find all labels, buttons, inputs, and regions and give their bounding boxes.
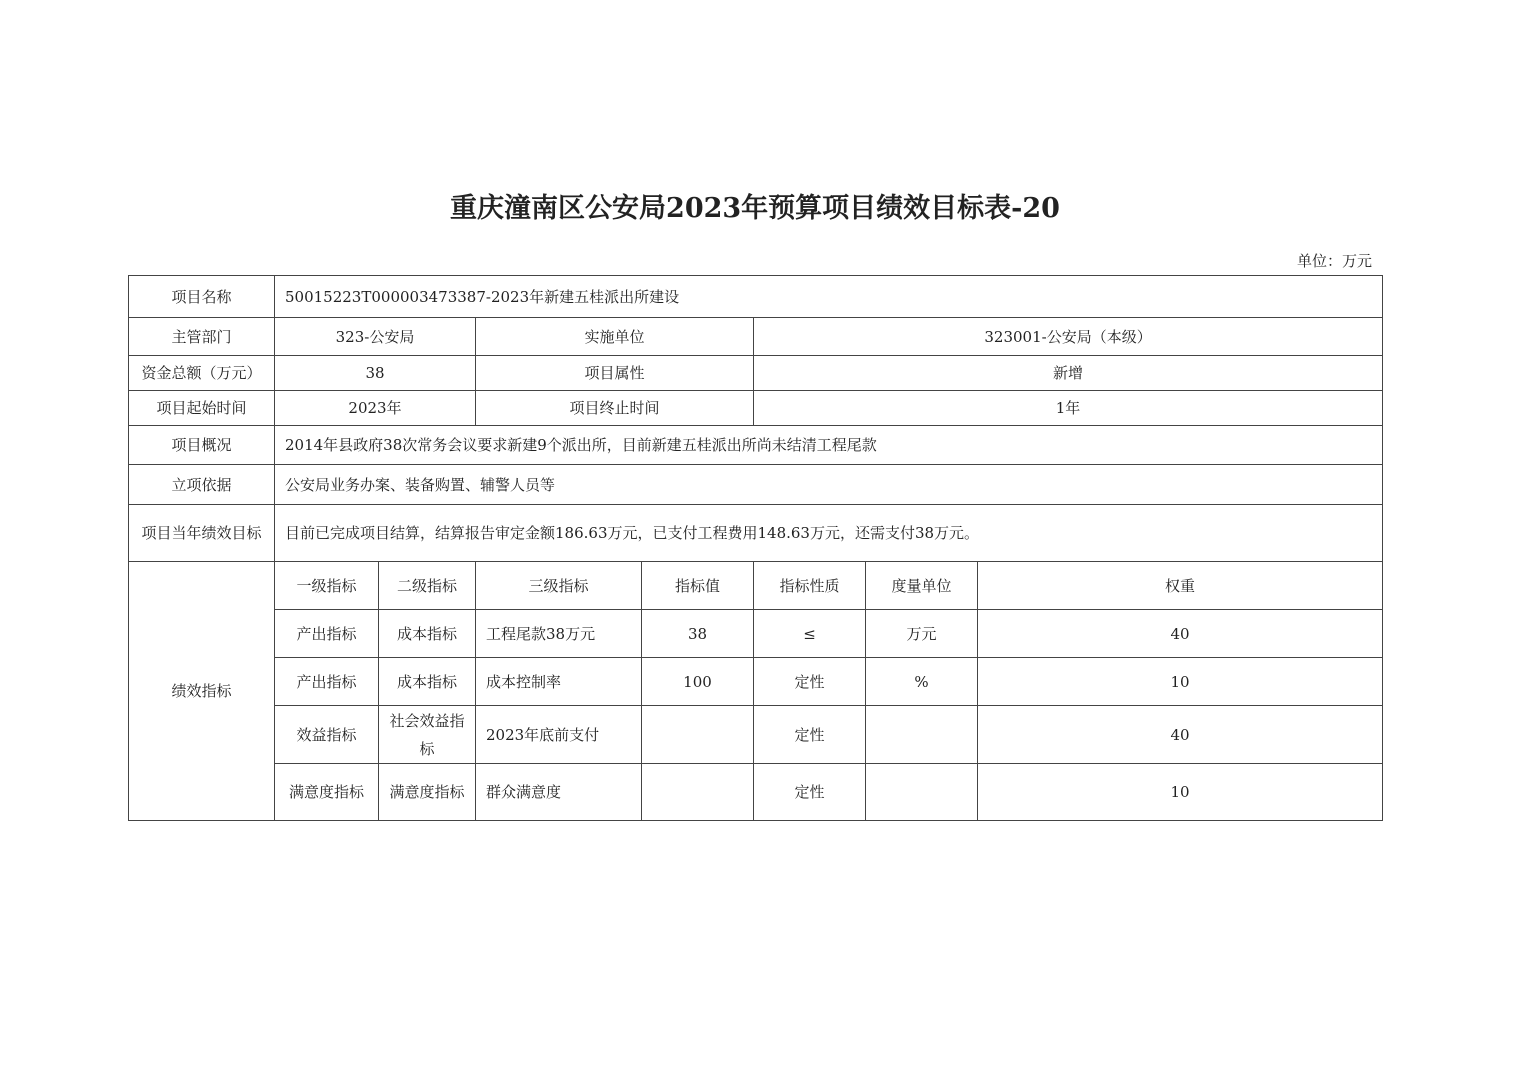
- attr-value: 新增: [754, 356, 1383, 391]
- basis-row: [129, 465, 1383, 505]
- start-label: 项目起始时间: [129, 391, 275, 426]
- header-unit: 度量单位: [866, 562, 978, 610]
- basis-value: 公安局业务办案、装备购置、辅警人员等: [275, 465, 1383, 505]
- header-weight: 权重: [978, 562, 1383, 610]
- header-level3: 三级指标: [476, 562, 642, 610]
- table-row: [129, 658, 1383, 706]
- level2-cell: 社会效益指标: [379, 706, 476, 764]
- page-title: 重庆潼南区公安局2023年预算项目绩效目标表-20: [450, 193, 1060, 224]
- goal-value: 目前已完成项目结算，结算报告审定金额186.63万元，已支付工程费用148.63万元，还需支付38万元。: [275, 505, 1383, 562]
- impl-value: 323001-公安局（本级）: [754, 318, 1383, 356]
- table-row: [129, 706, 1383, 764]
- level3-cell: 群众满意度: [476, 764, 642, 821]
- nature-cell: 定性: [754, 706, 866, 764]
- unit-label: 单位：万元: [1296, 252, 1372, 270]
- funds-label: 资金总额（万元）: [129, 356, 275, 391]
- level3-cell: 2023年底前支付: [476, 706, 642, 764]
- level1-cell: 效益指标: [275, 706, 379, 764]
- start-value: 2023年: [275, 391, 476, 426]
- overview-row: [129, 426, 1383, 465]
- end-value: 1年: [754, 391, 1383, 426]
- project-name-row: [129, 276, 1383, 318]
- nature-cell: ≤: [754, 610, 866, 658]
- table-row: [129, 764, 1383, 821]
- level3-cell: 成本控制率: [476, 658, 642, 706]
- impl-label: 实施单位: [476, 318, 754, 356]
- table-row: [129, 610, 1383, 658]
- level1-cell: 产出指标: [275, 610, 379, 658]
- project-name-label: 项目名称: [129, 276, 275, 318]
- header-nature: 指标性质: [754, 562, 866, 610]
- unit-cell: [866, 706, 978, 764]
- dept-label: 主管部门: [129, 318, 275, 356]
- goal-label: 项目当年绩效目标: [129, 505, 275, 562]
- header-level1: 一级指标: [275, 562, 379, 610]
- header-value: 指标值: [642, 562, 754, 610]
- nature-cell: 定性: [754, 658, 866, 706]
- level2-cell: 成本指标: [379, 610, 476, 658]
- level2-cell: 成本指标: [379, 658, 476, 706]
- value-cell: 100: [642, 658, 754, 706]
- funds-value: 38: [275, 356, 476, 391]
- value-cell: [642, 706, 754, 764]
- level1-cell: 产出指标: [275, 658, 379, 706]
- weight-cell: 10: [978, 764, 1383, 821]
- overview-value: 2014年县政府38次常务会议要求新建9个派出所，目前新建五桂派出所尚未结清工程尾款: [275, 426, 1383, 465]
- level3-cell: 工程尾款38万元: [476, 610, 642, 658]
- header-level2: 二级指标: [379, 562, 476, 610]
- unit-cell: %: [866, 658, 978, 706]
- unit-cell: 万元: [866, 610, 978, 658]
- nature-cell: 定性: [754, 764, 866, 821]
- unit-cell: [866, 764, 978, 821]
- dept-value: 323-公安局: [275, 318, 476, 356]
- time-row: [129, 391, 1383, 426]
- indicator-header-row: [129, 562, 1383, 610]
- performance-table: [128, 275, 1383, 821]
- basis-label: 立项依据: [129, 465, 275, 505]
- indicator-section-label: 绩效指标: [129, 562, 275, 821]
- project-name-value: 50015223T000003473387-2023年新建五桂派出所建设: [275, 276, 1383, 318]
- attr-label: 项目属性: [476, 356, 754, 391]
- value-cell: 38: [642, 610, 754, 658]
- end-label: 项目终止时间: [476, 391, 754, 426]
- dept-row: [129, 318, 1383, 356]
- value-cell: [642, 764, 754, 821]
- overview-label: 项目概况: [129, 426, 275, 465]
- goal-row: [129, 505, 1383, 562]
- level1-cell: 满意度指标: [275, 764, 379, 821]
- weight-cell: 10: [978, 658, 1383, 706]
- weight-cell: 40: [978, 706, 1383, 764]
- weight-cell: 40: [978, 610, 1383, 658]
- funds-row: [129, 356, 1383, 391]
- level2-cell: 满意度指标: [379, 764, 476, 821]
